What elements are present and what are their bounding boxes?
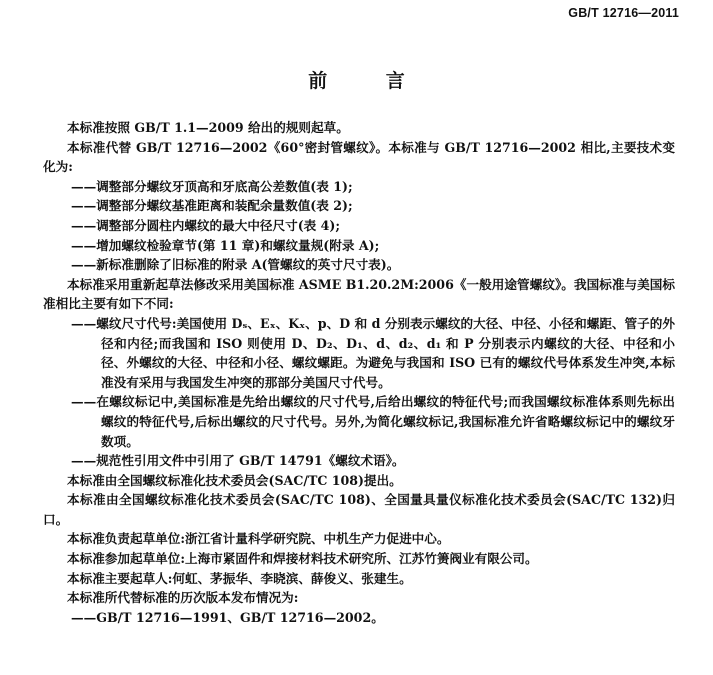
standard-code: GB/T 12716—2011 (568, 6, 679, 20)
paragraph-proposed-by: 本标准由全国螺纹标准化技术委员会(SAC/TC 108)提出。 (67, 472, 402, 488)
paragraph-drafting-rules: 本标准按照 GB/T 1.1—2009 给出的规则起草。 (67, 120, 349, 135)
paragraph-under-jurisdiction: 本标准由全国螺纹标准化技术委员会(SAC/TC 108)、全国量具量仪标准化技术委员会(SAC/TC 132)归口。 (43, 492, 675, 527)
paragraph-replaces: 本标准代替 GB/T 12716—2002《60°密封管螺纹》。本标准与 GB/T 12716—2002 相比,主要技术变化为: (43, 139, 675, 175)
document-body (43, 118, 675, 627)
paragraph-asme-adoption: 本标准采用重新起草法修改采用美国标准 ASME B1.20.2M:2006《一般用途管螺纹》。我国标准与美国标准相比主要有如下不同: (43, 276, 675, 312)
list-item: ——GB/T 12716—1991、GB/T 12716—2002。 (71, 609, 384, 625)
paragraph-main-drafter: 本标准负责起草单位:浙江省计量科学研究院、中机生产力促进中心。 (67, 531, 450, 547)
list-item: ——螺纹尺寸代号:美国使用 Dₛ、Eₓ、Kₓ、p、D 和 d 分别表示螺纹的大径、中径、小径和螺距、管子的外径和内径;而我国和 ISO 则使用 D、D₂、D₁、d、d₂、d₁ 和 P 分别表示内螺纹的大径、中径和小径、外螺纹的大径、中径和小径、螺纹螺距。为避免与我国和 ISO 已有的螺纹代号体系发生冲突,本标准没有采用与我国发生冲突的那部分美国尺寸代号。 (71, 315, 675, 390)
list-item: ——规范性引用文件中引用了 GB/T 14791《螺纹术语》。 (71, 453, 405, 469)
paragraph-drafters: 本标准主要起草人:何虹、茅振华、李晓滨、薛俊义、张建生。 (67, 570, 412, 586)
list-item: ——增加螺纹检验章节(第 11 章)和螺纹量规(附录 A); (71, 237, 380, 253)
list-item: ——新标准删除了旧标准的附录 A(管螺纹的英寸尺寸表)。 (71, 257, 400, 273)
page-title: 前 言 (308, 70, 431, 92)
paragraph-version-history: 本标准所代替标准的历次版本发布情况为: (67, 590, 299, 606)
list-item: ——调整部分螺纹基准距离和装配余量数值(表 2); (71, 198, 353, 214)
paragraph-participating-drafters: 本标准参加起草单位:上海市紧固件和焊接材料技术研究所、江苏竹箦阀业有限公司。 (67, 551, 538, 567)
list-item: ——在螺纹标记中,美国标准是先给出螺纹的尺寸代号,后给出螺纹的特征代号;而我国螺纹标准体系则先标出螺纹的特征代号,后标出螺纹的尺寸代号。另外,为简化螺纹标记,我国标准允许省略螺纹标记中的螺纹牙数项。 (71, 394, 675, 449)
list-item: ——调整部分圆柱内螺纹的最大中径尺寸(表 4); (71, 217, 340, 233)
list-item: ——调整部分螺纹牙顶高和牙底高公差数值(表 1); (71, 178, 353, 194)
